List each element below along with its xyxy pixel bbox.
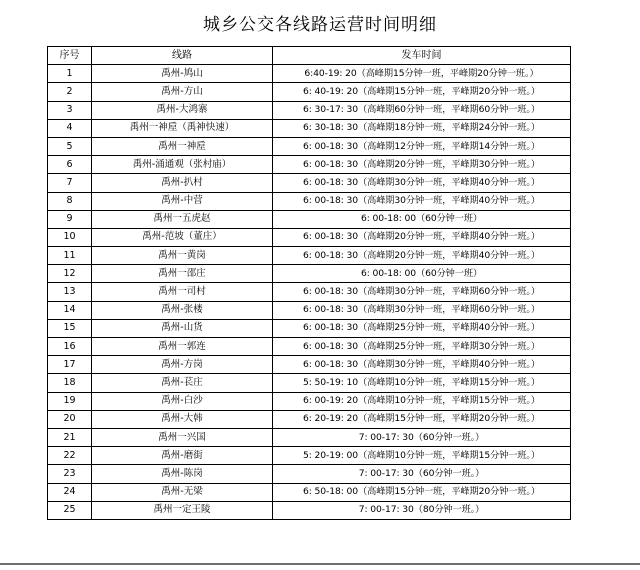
row-route: 禹州-中营 xyxy=(92,192,273,210)
table-row xyxy=(48,174,571,192)
row-route: 禹州-大韩 xyxy=(92,410,273,428)
row-no: 10 xyxy=(48,228,92,246)
row-time: 6: 00-18: 30（高峰期30分钟一班，平峰期40分钟一班。） xyxy=(273,356,571,374)
row-no: 17 xyxy=(48,356,92,374)
table-row xyxy=(48,374,571,392)
table-row xyxy=(48,210,571,228)
table-row xyxy=(48,101,571,119)
row-route: 禹州-大鸿寨 xyxy=(92,101,273,119)
row-route: 禹州-无梁 xyxy=(92,483,273,501)
table-row xyxy=(48,410,571,428)
row-no: 21 xyxy=(48,428,92,446)
row-route: 禹州-方岗 xyxy=(92,356,273,374)
table-row xyxy=(48,119,571,137)
row-route: 禹州-方山 xyxy=(92,83,273,101)
table-row xyxy=(48,338,571,356)
table-row xyxy=(48,283,571,301)
row-no: 8 xyxy=(48,192,92,210)
table-row xyxy=(48,192,571,210)
column-header-no: 序号 xyxy=(48,47,92,65)
row-time: 6: 30-17: 30（高峰期60分钟一班，平峰期60分钟一班。） xyxy=(273,101,571,119)
table-row xyxy=(48,83,571,101)
table-row xyxy=(48,428,571,446)
row-no: 16 xyxy=(48,338,92,356)
table-row xyxy=(48,447,571,465)
row-time: 6: 00-18: 30（高峰期30分钟一班，平峰期60分钟一班。） xyxy=(273,301,571,319)
row-time: 6: 00-18: 00（60分钟一班） xyxy=(273,265,571,283)
row-route: 禹州-白沙 xyxy=(92,392,273,410)
row-route: 禹州一邵庄 xyxy=(92,265,273,283)
row-no: 24 xyxy=(48,483,92,501)
row-route: 禹州-山货 xyxy=(92,319,273,337)
table-row xyxy=(48,247,571,265)
table-row xyxy=(48,301,571,319)
row-time: 6:40-19: 20（高峰期15分钟一班，平峰期20分钟一班。） xyxy=(273,65,571,83)
row-time: 6: 00-18: 30（高峰期20分钟一班，平峰期40分钟一班。） xyxy=(273,228,571,246)
row-route: 禹州一郭连 xyxy=(92,338,273,356)
row-no: 13 xyxy=(48,283,92,301)
row-time: 7: 00-17: 30（80分钟一班。） xyxy=(273,501,571,519)
row-no: 23 xyxy=(48,465,92,483)
row-route: 禹州一神垕 xyxy=(92,137,273,155)
row-route: 禹州一定王陵 xyxy=(92,501,273,519)
row-time: 6: 00-18: 30（高峰期25分钟一班，平峰期40分钟一班。） xyxy=(273,319,571,337)
row-time: 6: 00-19: 20（高峰期10分钟一班，平峰期15分钟一班。） xyxy=(273,392,571,410)
page-title: 城乡公交各线路运营时间明细 xyxy=(203,15,437,35)
table-row xyxy=(48,483,571,501)
row-time: 6: 00-18: 00（60分钟一班） xyxy=(273,210,571,228)
row-no: 20 xyxy=(48,410,92,428)
column-header-route: 线路 xyxy=(92,47,273,65)
row-time: 6: 00-18: 30（高峰期30分钟一班，平峰期40分钟一班。） xyxy=(273,174,571,192)
row-time: 6: 00-18: 30（高峰期30分钟一班，平峰期60分钟一班。） xyxy=(273,283,571,301)
row-route: 禹州-鸠山 xyxy=(92,65,273,83)
row-time: 7: 00-17: 30（60分钟一班。） xyxy=(273,465,571,483)
row-route: 禹州一五虎赵 xyxy=(92,210,273,228)
table-row xyxy=(48,156,571,174)
table-row xyxy=(48,392,571,410)
table-row xyxy=(48,356,571,374)
row-route: 禹州一黄岗 xyxy=(92,247,273,265)
row-route: 禹州-苌庄 xyxy=(92,374,273,392)
row-no: 22 xyxy=(48,447,92,465)
row-route: 禹州一司村 xyxy=(92,283,273,301)
row-time: 6: 20-19: 20（高峰期15分钟一班，平峰期20分钟一班。） xyxy=(273,410,571,428)
table-row xyxy=(48,501,571,519)
table-row xyxy=(48,65,571,83)
row-no: 14 xyxy=(48,301,92,319)
column-header-time: 发车时间 xyxy=(273,47,571,65)
bottom-divider xyxy=(0,563,640,565)
row-no: 7 xyxy=(48,174,92,192)
row-route: 禹州-范坡（董庄） xyxy=(92,228,273,246)
row-time: 6: 00-18: 30（高峰期25分钟一班，平峰期30分钟一班。） xyxy=(273,338,571,356)
table-row xyxy=(48,228,571,246)
table-header-row xyxy=(48,47,571,65)
row-time: 6: 00-18: 30（高峰期20分钟一班，平峰期40分钟一班。） xyxy=(273,247,571,265)
table-row xyxy=(48,319,571,337)
row-no: 5 xyxy=(48,137,92,155)
row-route: 禹州-张楼 xyxy=(92,301,273,319)
row-time: 6: 30-18: 30（高峰期18分钟一班，平峰期24分钟一班。） xyxy=(273,119,571,137)
row-time: 6: 40-19: 20（高峰期15分钟一班，平峰期20分钟一班。） xyxy=(273,83,571,101)
row-no: 9 xyxy=(48,210,92,228)
row-no: 25 xyxy=(48,501,92,519)
row-time: 6: 00-18: 30（高峰期12分钟一班，平峰期14分钟一班。） xyxy=(273,137,571,155)
row-route: 禹州一兴国 xyxy=(92,428,273,446)
row-time: 5: 20-19: 00（高峰期10分钟一班，平峰期15分钟一班。） xyxy=(273,447,571,465)
table-row xyxy=(48,265,571,283)
row-route: 禹州-陈岗 xyxy=(92,465,273,483)
row-route: 禹州-磨街 xyxy=(92,447,273,465)
row-time: 6: 50-18: 00（高峰期15分钟一班，平峰期20分钟一班。） xyxy=(273,483,571,501)
row-time: 6: 00-18: 30（高峰期30分钟一班，平峰期40分钟一班。） xyxy=(273,192,571,210)
row-time: 6: 00-18: 30（高峰期20分钟一班，平峰期30分钟一班。） xyxy=(273,156,571,174)
row-no: 19 xyxy=(48,392,92,410)
row-no: 4 xyxy=(48,119,92,137)
schedule-table xyxy=(47,46,571,520)
row-route: 禹州-扒村 xyxy=(92,174,273,192)
row-no: 1 xyxy=(48,65,92,83)
table-row xyxy=(48,137,571,155)
row-no: 6 xyxy=(48,156,92,174)
row-no: 3 xyxy=(48,101,92,119)
row-no: 2 xyxy=(48,83,92,101)
row-time: 5: 50-19: 10（高峰期10分钟一班，平峰期15分钟一班。） xyxy=(273,374,571,392)
table-row xyxy=(48,465,571,483)
row-no: 11 xyxy=(48,247,92,265)
row-time: 7: 00-17: 30（60分钟一班。） xyxy=(273,428,571,446)
row-route: 禹州-涌通观（张村庙） xyxy=(92,156,273,174)
row-no: 18 xyxy=(48,374,92,392)
row-no: 12 xyxy=(48,265,92,283)
row-route: 禹州一神垕（禹神快速） xyxy=(92,119,273,137)
row-no: 15 xyxy=(48,319,92,337)
